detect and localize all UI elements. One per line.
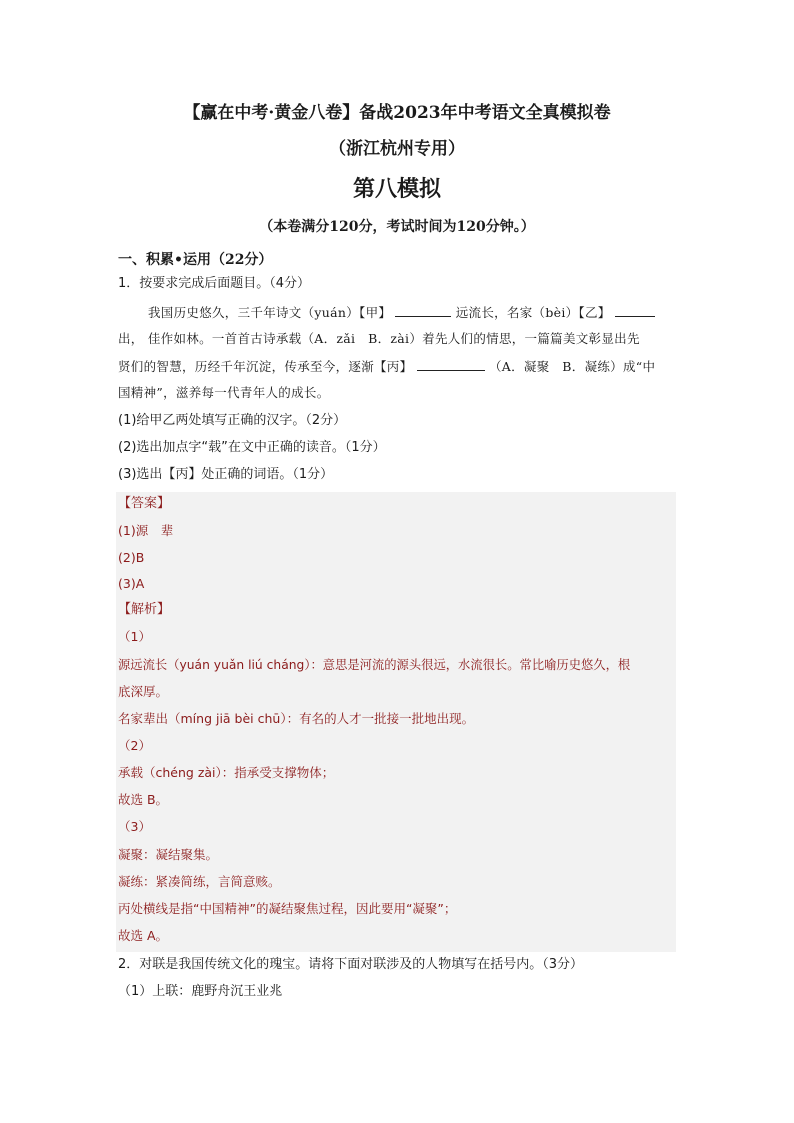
sub-question-2: (2)选出加点字“载”在文中正确的读音。（1分） — [118, 440, 386, 455]
analysis-part-2: （2） — [118, 738, 151, 753]
sub-question-1: (1)给甲乙两处填写正确的汉字。（2分） — [118, 413, 347, 428]
analysis-1-text-a: 源远流长（yuán yuǎn liú cháng）：意思是河流的源头很远，水流很长。常比喻历史悠久，根 — [118, 658, 631, 672]
analysis-part-3: （3） — [118, 819, 151, 834]
section-heading: 一、积累•运用（22分） — [118, 252, 273, 268]
analysis-3-text-a: 凝聚：凝结聚集。 — [118, 847, 219, 862]
paper-title: 【赢在中考·黄金八卷】备战2023年中考语文全真模拟卷 — [183, 103, 611, 123]
analysis-3-text-b: 凝练：紧凑简练，言简意赅。 — [118, 874, 281, 889]
answer-2: (2)B — [118, 550, 145, 565]
passage-line-3a: 贤们的智慧，历经千年沉淀，传承至今，逐渐【丙】 — [118, 359, 413, 374]
question-2-prompt: 2．对联是我国传统文化的瑰宝。请将下面对联涉及的人物填写在括号内。（3分） — [118, 957, 584, 972]
passage-line-1b: 远流长，名家（bèi）【乙】 — [455, 305, 611, 320]
paper-subtitle: （浙江杭州专用） — [329, 139, 465, 159]
analysis-label: 【解析】 — [118, 602, 171, 617]
analysis-1-text-b: 底深厚。 — [118, 684, 169, 699]
answer-3: (3)A — [118, 576, 145, 591]
analysis-part-1: （1） — [118, 629, 151, 644]
analysis-3-text-c: 丙处横线是指“中国精神”的凝结聚焦过程，因此要用“凝聚”； — [118, 901, 457, 916]
blank-yi — [615, 302, 655, 317]
passage-line-1a: 我国历史悠久，三千年诗文（yuán）【甲】 — [148, 305, 392, 320]
answer-label: 【答案】 — [118, 496, 171, 511]
analysis-1-text-c: 名家辈出（míng jiā bèi chū）：有名的人才一批接一批地出现。 — [118, 711, 475, 726]
sub-question-3: (3)选出【丙】处正确的词语。（1分） — [118, 467, 334, 482]
question-2-line-1: （1）上联：鹿野舟沉王业兆 — [118, 984, 283, 999]
answer-1: (1)源 辈 — [118, 523, 174, 538]
analysis-3-text-d: 故选 A。 — [118, 928, 169, 943]
blank-jia — [395, 302, 451, 317]
exam-note: （本卷满分120分，考试时间为120分钟。） — [259, 219, 535, 235]
question-1-prompt: 1．按要求完成后面题目。（4分） — [118, 276, 311, 291]
passage-line-3b: （A．凝聚 B．凝练）成“中 — [488, 359, 656, 374]
analysis-2-text-b: 故选 B。 — [118, 792, 169, 807]
passage-line-4: 国精神”，滋养每一代青年人的成长。 — [118, 385, 330, 400]
paper-name: 第八模拟 — [352, 176, 441, 202]
blank-bing — [417, 356, 485, 371]
analysis-2-text-a: 承载（chéng zài）：指承受支撑物体； — [118, 765, 335, 780]
passage-line-3 — [118, 356, 678, 377]
passage-line-2: 出， 佳作如林。一首首古诗承载（A．zǎi B．zài）着先人们的情思，一篇篇美文彰显出先 — [118, 331, 640, 346]
passage-line-1 — [148, 302, 678, 323]
